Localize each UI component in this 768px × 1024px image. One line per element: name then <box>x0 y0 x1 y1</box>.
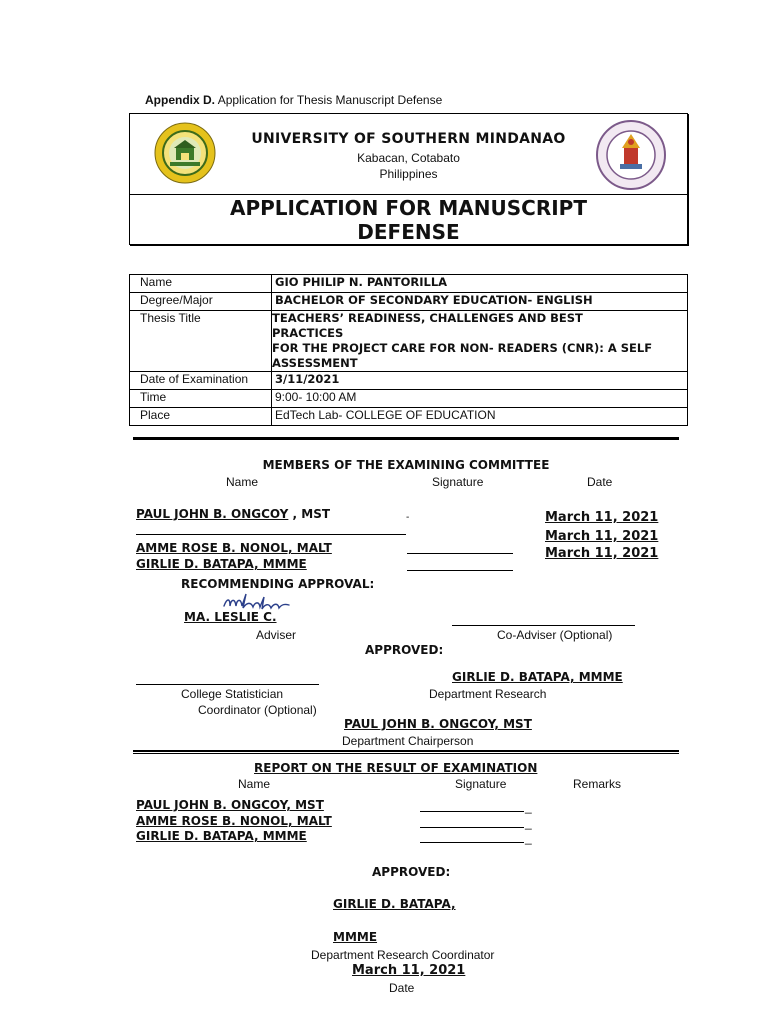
report-coordinator-name-line1: GIRLIE D. BATAPA, <box>333 897 456 911</box>
thesis-line: ASSESSMENT <box>272 356 358 370</box>
committee-name-header: Name <box>226 475 259 489</box>
applicant-info-table <box>129 274 688 426</box>
form-title <box>130 196 687 244</box>
time-value: 9:00- 10:00 AM <box>272 390 688 408</box>
report-coordinator-name-line2: MMME <box>333 930 378 944</box>
committee-member-3: GIRLIE D. BATAPA, MMME <box>136 557 307 571</box>
signature-tail: _ <box>525 816 532 830</box>
committee-date-header: Date <box>587 475 613 489</box>
committee-heading: MEMBERS OF THE EXAMINING COMMITTEE <box>262 458 550 472</box>
report-heading: REPORT ON THE RESULT OF EXAMINATION <box>254 761 538 775</box>
signature-tail: _ <box>525 800 532 814</box>
university-town: Kabacan, Cotabato <box>357 151 460 165</box>
coadviser-signature-line <box>452 625 635 626</box>
name-label: Name <box>130 275 272 293</box>
chairperson-name: PAUL JOHN B. ONGCOY, MST <box>344 717 532 731</box>
committee-date-2: March 11, 2021 <box>545 529 659 544</box>
approved-heading: APPROVED: <box>365 643 444 657</box>
header-divider <box>130 194 687 195</box>
name-value: GIO PHILIP N. PANTORILLA <box>272 275 688 293</box>
research-label: Department Research <box>429 687 547 701</box>
section-divider <box>133 750 679 752</box>
report-approved-heading: APPROVED: <box>372 865 451 879</box>
statistician-signature-line <box>136 684 319 685</box>
signature-line <box>420 827 524 828</box>
committee-signature-header: Signature <box>432 475 484 489</box>
report-remarks-header: Remarks <box>573 777 622 791</box>
thesis-label: Thesis Title <box>130 311 272 372</box>
report-date-label: Date <box>389 981 415 995</box>
university-country: Philippines <box>379 167 438 181</box>
report-member-1: PAUL JOHN B. ONGCOY, MST <box>136 798 324 812</box>
committee-member-1 <box>136 507 330 521</box>
report-member-3: GIRLIE D. BATAPA, MMME <box>136 829 307 843</box>
section-divider <box>133 753 679 754</box>
signature-line <box>407 553 513 554</box>
recommending-approval-heading: RECOMMENDING APPROVAL: <box>181 577 375 591</box>
report-member-2: AMME ROSE B. NONOL, MALT <box>136 814 332 828</box>
table-row <box>130 293 688 311</box>
statistician-label: College Statistician <box>181 687 284 701</box>
report-name-header: Name <box>238 777 271 791</box>
appendix-label: Appendix D. <box>145 93 216 107</box>
coordinator-optional-label: Coordinator (Optional) <box>198 703 317 717</box>
signature-line <box>420 842 524 843</box>
table-row <box>130 275 688 293</box>
degree-value: BACHELOR OF SECONDARY EDUCATION- ENGLISH <box>272 293 688 311</box>
form-title-line1: APPLICATION FOR MANUSCRIPT <box>230 196 587 220</box>
committee-member-2: AMME ROSE B. NONOL, MALT <box>136 541 332 555</box>
report-date-value: March 11, 2021 <box>352 963 466 978</box>
table-row <box>130 311 688 372</box>
signature-dash: - <box>406 512 410 523</box>
appendix-caption <box>145 93 442 107</box>
signature-tail: _ <box>525 831 532 845</box>
research-coordinator-name: GIRLIE D. BATAPA, MMME <box>452 670 623 684</box>
place-label: Place <box>130 408 272 426</box>
report-coordinator-label: Department Research Coordinator <box>311 948 495 962</box>
committee-date-3: March 11, 2021 <box>545 546 659 561</box>
signature-line <box>136 534 406 535</box>
table-row <box>130 408 688 426</box>
date-value: 3/11/2021 <box>272 372 688 390</box>
member-1-suffix: , MST <box>288 507 331 521</box>
signature-line <box>407 570 513 571</box>
thesis-line: PRACTICES <box>272 326 344 340</box>
appendix-text: Application for Thesis Manuscript Defense <box>217 93 443 107</box>
committee-date-1: March 11, 2021 <box>545 510 659 525</box>
form-title-line2: DEFENSE <box>357 220 460 244</box>
signature-line <box>420 811 524 812</box>
table-row <box>130 372 688 390</box>
date-label: Date of Examination <box>130 372 272 390</box>
adviser-name: MA. LESLIE C. <box>184 610 277 624</box>
thesis-line: FOR THE PROJECT CARE FOR NON- READERS (CNR): A SELF <box>272 341 653 355</box>
degree-label: Degree/Major <box>130 293 272 311</box>
time-label: Time <box>130 390 272 408</box>
form-header <box>129 113 688 245</box>
thesis-value <box>272 311 688 372</box>
adviser-label: Adviser <box>256 628 297 642</box>
chairperson-label: Department Chairperson <box>342 734 474 748</box>
thesis-line: TEACHERS’ READINESS, CHALLENGES AND BEST <box>272 311 583 325</box>
university-name: UNIVERSITY OF SOUTHERN MINDANAO <box>251 131 566 147</box>
place-value: EdTech Lab- COLLEGE OF EDUCATION <box>272 408 688 426</box>
report-signature-header: Signature <box>455 777 507 791</box>
coadviser-label: Co-Adviser (Optional) <box>497 628 613 642</box>
section-divider <box>133 437 679 440</box>
table-row <box>130 390 688 408</box>
member-1-name: PAUL JOHN B. ONGCOY <box>136 507 289 521</box>
